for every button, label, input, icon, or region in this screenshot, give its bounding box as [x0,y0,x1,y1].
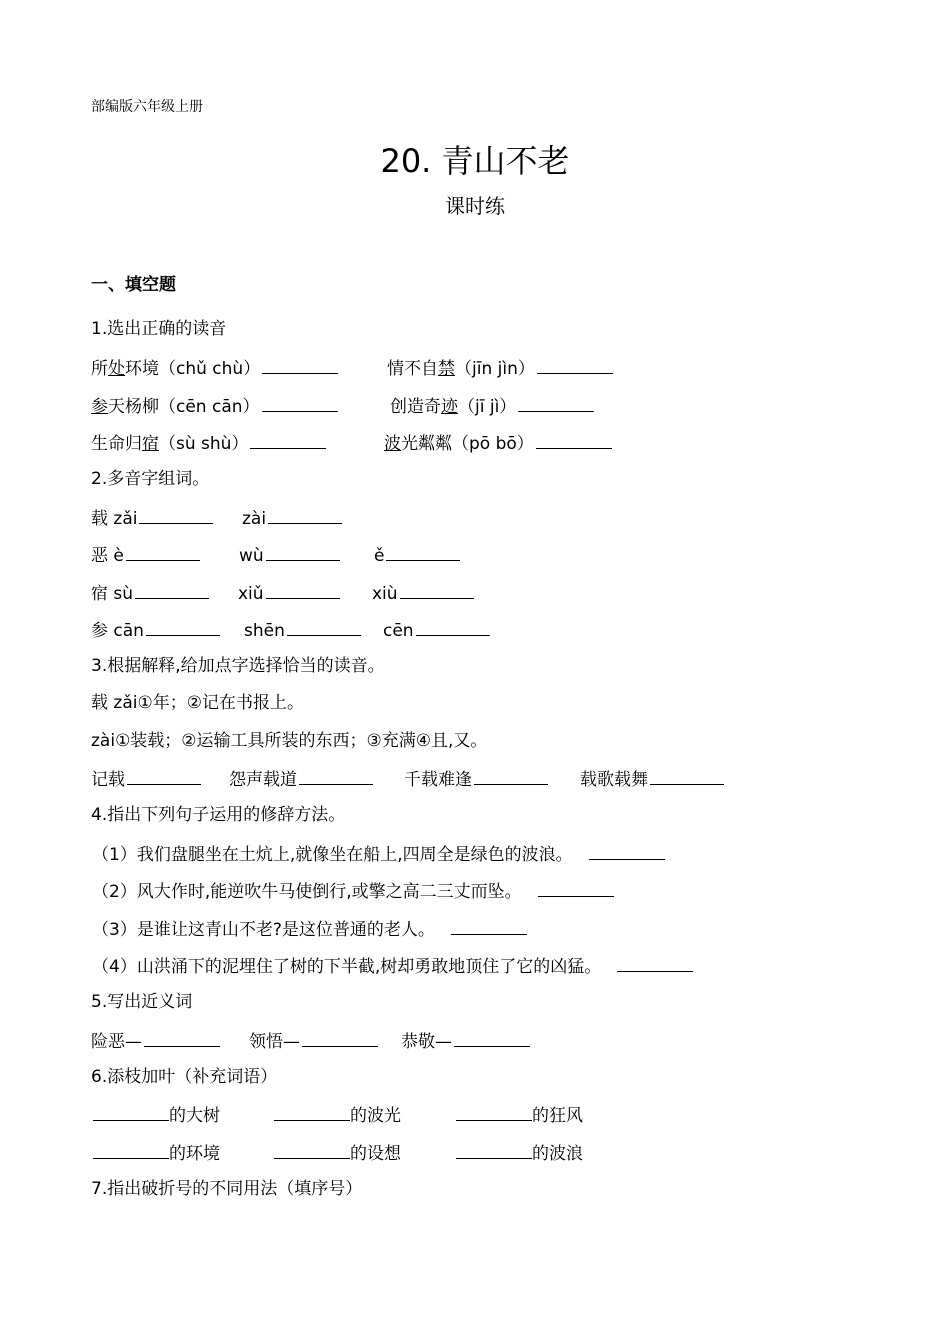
answer-blank[interactable] [144,1028,220,1047]
q2-item: 恶 è [91,542,200,568]
q3-title: 3.根据解释,给加点字选择恰当的读音。 [91,656,385,676]
answer-blank[interactable] [518,393,594,412]
q3-item: 怨声载道 [229,766,373,792]
answer-blank[interactable] [617,953,693,972]
q5-title: 5.写出近义词 [91,992,193,1012]
answer-blank[interactable] [537,355,613,374]
q3-item: 载歌载舞 [580,766,724,792]
answer-blank[interactable] [299,766,373,785]
q2-item: xiǔ [238,580,340,606]
q1-title: 1.选出正确的读音 [91,319,227,339]
answer-blank[interactable] [589,841,665,860]
answer-blank[interactable] [474,766,548,785]
q5-item: 险恶— [91,1028,220,1054]
q6-title: 6.添枝加叶（补充词语） [91,1067,278,1087]
q4-item: （1）我们盘腿坐在土炕上,就像坐在船上,四周全是绿色的波浪。 [92,841,665,867]
q1-item: 参天杨柳（cēn cān） [91,393,338,419]
q6-item: 的大树 [91,1102,220,1128]
q4-item: （4）山洪涌下的泥埋住了树的下半截,树却勇敢地顶住了它的凶猛。 [92,953,693,979]
answer-blank[interactable] [262,393,338,412]
q6-item: 的狂风 [454,1102,583,1128]
answer-blank[interactable] [287,617,361,636]
answer-blank[interactable] [126,542,200,561]
answer-blank[interactable] [451,916,527,935]
q2-title: 2.多音字组词。 [91,469,210,489]
q2-item: shēn [244,617,361,643]
answer-blank[interactable] [386,542,460,561]
q5-item: 领悟— [249,1028,378,1054]
answer-blank[interactable] [416,617,490,636]
q3-definition-1: 载 zǎi①年；②记在书报上。 [91,693,304,713]
q1-item: 所处环境（chǔ chù） [91,355,338,381]
answer-blank[interactable] [93,1140,169,1159]
q2-item: 宿 sù [91,580,209,606]
answer-blank[interactable] [456,1102,532,1121]
answer-blank[interactable] [127,766,201,785]
answer-blank[interactable] [456,1140,532,1159]
page-subtitle: 课时练 [445,194,505,218]
q6-item: 的波光 [272,1102,401,1128]
answer-blank[interactable] [266,542,340,561]
answer-blank[interactable] [250,430,326,449]
answer-blank[interactable] [538,878,614,897]
q1-item: 情不自禁（jīn jìn） [387,355,613,381]
q3-definition-2: zài①装载；②运输工具所装的东西；③充满④且,又。 [91,731,488,751]
answer-blank[interactable] [454,1028,530,1047]
answer-blank[interactable] [268,505,342,524]
header-label: 部编版六年级上册 [91,99,203,115]
q2-item: 载 zǎi [91,505,213,531]
answer-blank[interactable] [139,505,213,524]
answer-blank[interactable] [400,580,474,599]
answer-blank[interactable] [146,617,220,636]
q1-item: 创造奇迹（jī jì） [390,393,594,419]
answer-blank[interactable] [302,1028,378,1047]
answer-blank[interactable] [262,355,338,374]
q4-item: （3）是谁让这青山不老?是这位普通的老人。 [92,916,527,942]
q2-item: wù [239,542,340,568]
q3-item: 千载难逢 [404,766,548,792]
answer-blank[interactable] [274,1102,350,1121]
answer-blank[interactable] [274,1140,350,1159]
q6-item: 的环境 [91,1140,220,1166]
answer-blank[interactable] [135,580,209,599]
answer-blank[interactable] [650,766,724,785]
q1-item: 波光粼粼（pō bō） [384,430,612,456]
q2-item: 参 cān [91,617,220,643]
q6-item: 的波浪 [454,1140,583,1166]
section-title: 一、填空题 [91,275,176,295]
q2-item: ě [374,542,460,568]
q2-item: zài [242,505,342,531]
q1-item: 生命归宿（sù shù） [91,430,326,456]
q7-title: 7.指出破折号的不同用法（填序号） [91,1179,363,1199]
page-title: 20. 青山不老 [380,142,570,180]
q3-item: 记载 [91,766,201,792]
answer-blank[interactable] [266,580,340,599]
q4-item: （2）风大作时,能逆吹牛马使倒行,或擎之高二三丈而坠。 [92,878,614,904]
q6-item: 的设想 [272,1140,401,1166]
q5-item: 恭敬— [401,1028,530,1054]
q4-title: 4.指出下列句子运用的修辞方法。 [91,805,346,825]
answer-blank[interactable] [536,430,612,449]
answer-blank[interactable] [93,1102,169,1121]
q2-item: cēn [383,617,490,643]
q2-item: xiù [372,580,474,606]
